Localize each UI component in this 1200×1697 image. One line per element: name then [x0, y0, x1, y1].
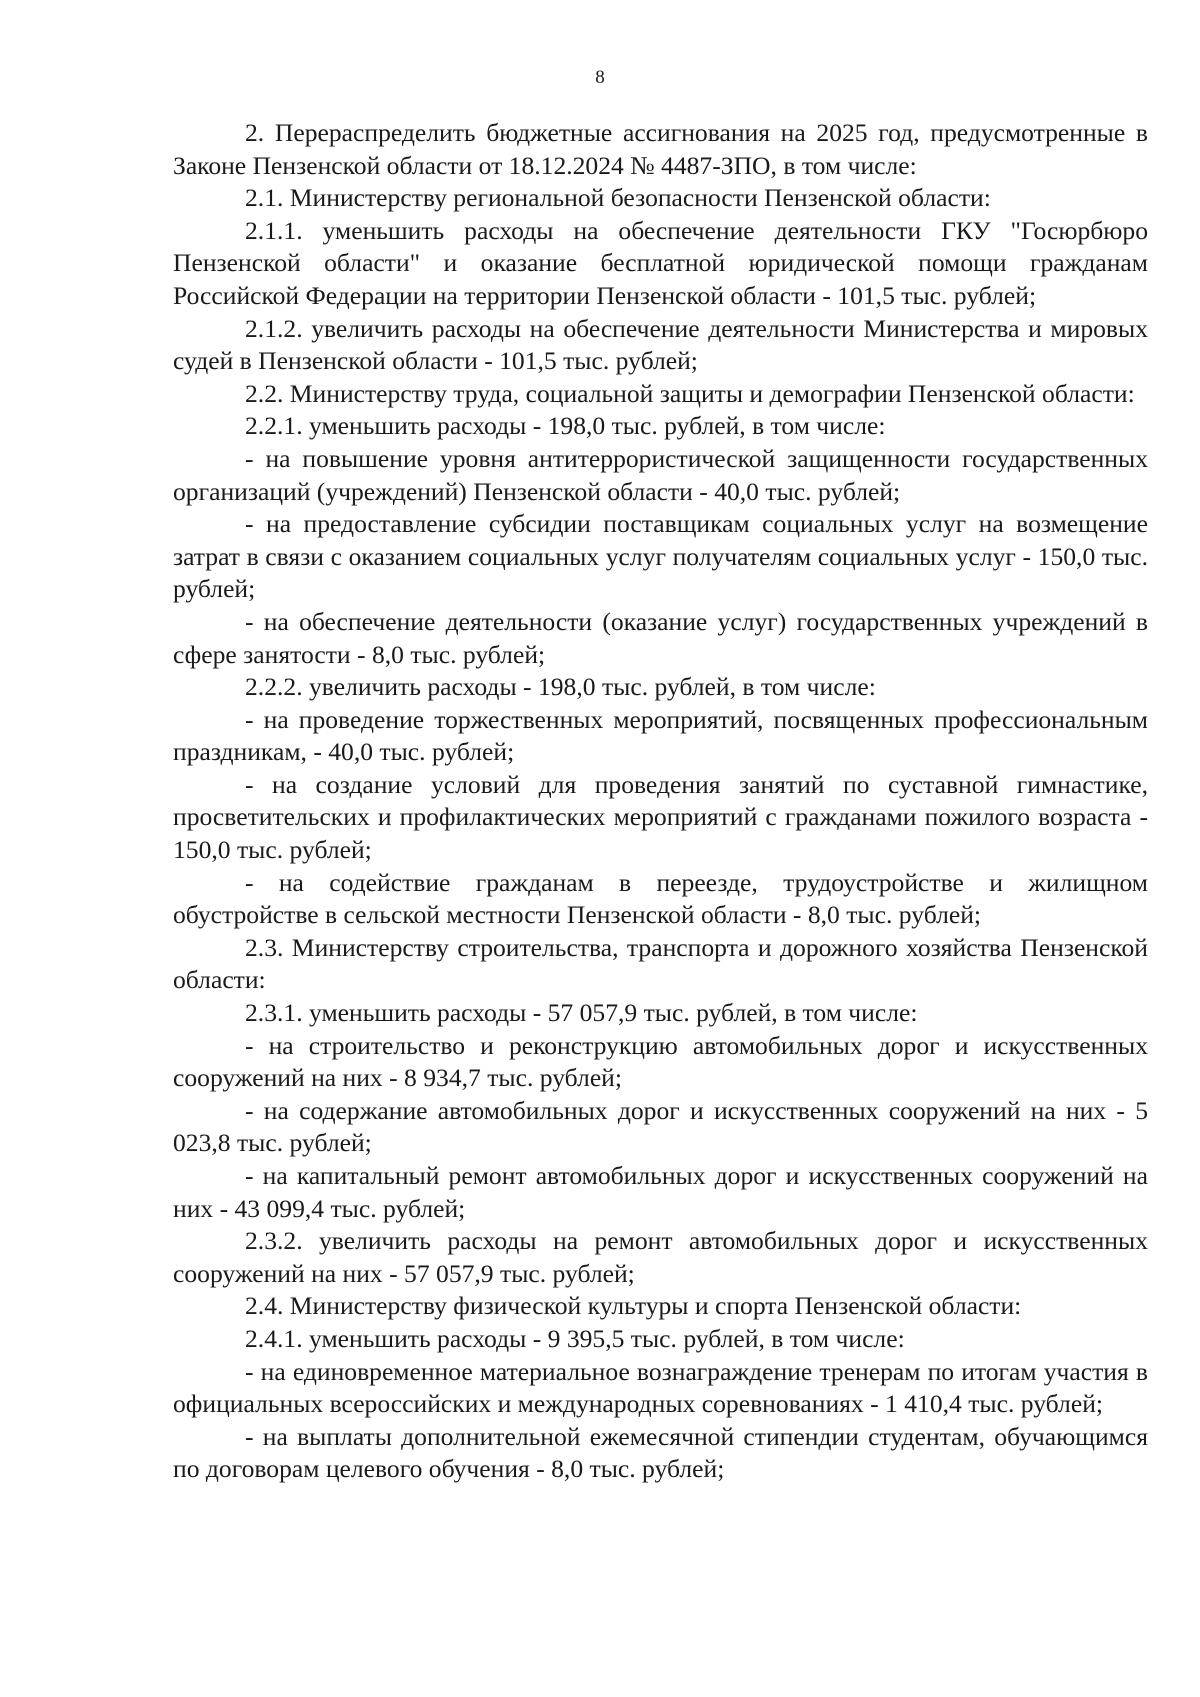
paragraph-2-3-2: 2.3.2. увеличить расходы на ремонт автомобильных дорог и искусственных сооружений на них - 57 057,9 тыс. рублей; [173, 1226, 1148, 1288]
paragraph-2-2: 2.2. Министерству труда, социальной защиты и демографии Пензенской области: [245, 378, 1135, 408]
paragraph-2-1-2: 2.1.2. увеличить расходы на обеспечение деятельности Министерства и мировых судей в Пензенской области - 101,5 тыс. рублей; [173, 313, 1148, 376]
paragraph-2-1-1: 2.1.1. уменьшить расходы на обеспечение деятельности ГКУ "Госюрбюро Пензенской области" и оказание бесплатной юридической помощи гражданам Российской Федерации на территории Пензенской области - 101,5 тыс. рублей; [173, 215, 1148, 310]
paragraph-2: 2. Перераспределить бюджетные ассигнования на 2025 год, предусмотренные в Законе Пензенской области от 18.12.2024 № 4487-ЗПО, в том числе: [173, 118, 1148, 180]
paragraph-2-4: 2.4. Министерству физической культуры и спорта Пензенской области: [245, 1291, 1022, 1321]
document-body [173, 117, 1148, 1486]
list-item: - на единовременное материальное вознаграждение тренерам по итогам участия в официальных всероссийских и международных соревнованиях - 1 410,4 тыс. рублей; [173, 1356, 1148, 1419]
paragraph-2-1: 2.1. Министерству региональной безопасности Пензенской области: [245, 183, 991, 213]
list-item: - на содействие гражданам в переезде, трудоустройстве и жилищном обустройстве в сельской местности Пензенской области - 8,0 тыс. рублей; [173, 867, 1148, 930]
list-item: - на повышение уровня антитеррористической защищенности государственных организаций (учреждений) Пензенской области - 40,0 тыс. рублей; [173, 443, 1148, 506]
list-item: - на выплаты дополнительной ежемесячной стипендии студентам, обучающимся по договорам целевого обучения - 8,0 тыс. рублей; [173, 1421, 1148, 1484]
paragraph-2-3-1: 2.3.1. уменьшить расходы - 57 057,9 тыс. рублей, в том числе: [245, 998, 918, 1028]
page-number: 8 [595, 67, 605, 88]
list-item: - на обеспечение деятельности (оказание услуг) государственных учреждений в сфере занятости - 8,0 тыс. рублей; [173, 606, 1148, 669]
paragraph-2-2-1: 2.2.1. уменьшить расходы - 198,0 тыс. рублей, в том числе: [245, 411, 886, 441]
list-item: - на создание условий для проведения занятий по суставной гимнастике, просветительских и профилактических мероприятий с гражданами пожилого возраста - 150,0 тыс. рублей; [173, 769, 1148, 865]
list-item: - на предоставление субсидии поставщикам социальных услуг на возмещение затрат в связи с оказанием социальных услуг получателям социальных услуг - 150,0 тыс. рублей; [173, 509, 1148, 604]
list-item: - на проведение торжественных мероприятий, посвященных профессиональным праздникам, - 40,0 тыс. рублей; [173, 704, 1148, 767]
paragraph-2-4-1: 2.4.1. уменьшить расходы - 9 395,5 тыс. рублей, в том числе: [245, 1323, 905, 1353]
list-item: - на строительство и реконструкцию автомобильных дорог и искусственных сооружений на них - 8 934,7 тыс. рублей; [173, 1030, 1148, 1093]
list-item: - на капитальный ремонт автомобильных дорог и искусственных сооружений на них - 43 099,4 тыс. рублей; [173, 1161, 1148, 1223]
paragraph-2-3: 2.3. Министерству строительства, транспорта и дорожного хозяйства Пензенской области: [173, 932, 1148, 995]
paragraph-2-2-2: 2.2.2. увеличить расходы - 198,0 тыс. рублей, в том числе: [245, 672, 876, 702]
list-item: - на содержание автомобильных дорог и искусственных сооружений на них - 5 023,8 тыс. рублей; [173, 1095, 1148, 1158]
